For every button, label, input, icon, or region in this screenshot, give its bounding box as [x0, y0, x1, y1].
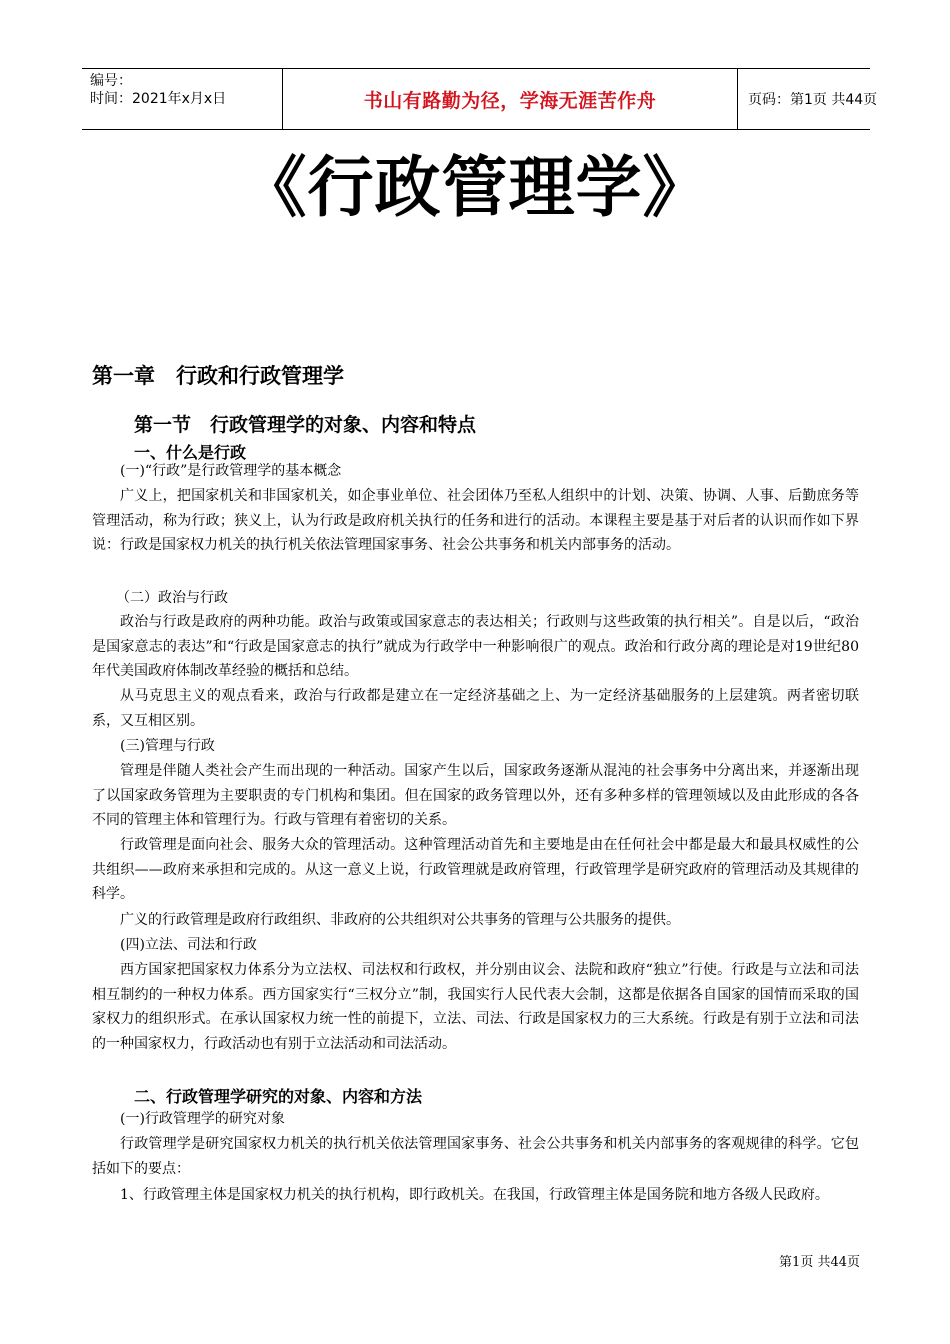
chapter-heading: 第一章 行政和行政管理学	[92, 364, 344, 388]
part1-paragraph-6: 广义的行政管理是政府行政组织、非政府的公共组织对公共事务的管理与公共服务的提供。	[120, 912, 680, 928]
header-page-number: 页码：第1页 共44页	[748, 92, 878, 108]
document-time-label: 时间：2021年x月x日	[90, 91, 227, 107]
part1-subheading-4: (四)立法、司法和行政	[120, 937, 257, 953]
page-header	[82, 68, 878, 130]
header-motto: 书山有路勤为径，学海无涯苦作舟	[363, 89, 657, 112]
part1-paragraph-3: 从马克思主义的观点看来，政治与行政都是建立在一定经济基础之上、为一定经济基础服务的上层建筑。两者密切联系，又互相区别。	[92, 688, 859, 729]
part1-paragraph-7: 西方国家把国家权力体系分为立法权、司法权和行政权，并分别由议会、法院和政府“独立”行使。行政是与立法和司法相互制约的一种权力体系。西方国家实行“三权分立”制，我国实行人民代表大会制，这都是依据各自国家的国情而采取的国家权力的组织形式。在承认国家权力统一性的前提下，立法、司法、行政是国家权力的三大系统。行政是有别于立法和司法的一种国家权力，行政活动也有别于立法活动和司法活动。	[92, 962, 859, 1052]
part2-paragraph-2: 1、行政管理主体是国家权力机关的执行机构，即行政机关。在我国，行政管理主体是国务院和地方各级人民政府。	[120, 1187, 829, 1203]
part2-paragraph-1: 行政管理学是研究国家权力机关的执行机关依法管理国家事务、社会公共事务和机关内部事务的客观规律的科学。它包括如下的要点：	[92, 1136, 859, 1177]
page-footer: 第1页 共44页	[779, 1255, 860, 1270]
part1-paragraph-5: 行政管理是面向社会、服务大众的管理活动。这种管理活动首先和主要地是由在任何社会中都是最大和最具权威性的公共组织——政府来承担和完成的。从这一意义上说，行政管理就是政府管理，行政管理学是研究政府的管理活动及其规律的科学。	[92, 837, 859, 902]
part2-heading: 二、行政管理学研究的对象、内容和方法	[134, 1087, 423, 1106]
part1-paragraph-4: 管理是伴随人类社会产生而出现的一种活动。国家产生以后，国家政务逐渐从混沌的社会事务中分离出来，并逐渐出现了以国家政务管理为主要职责的专门机构和集团。但在国家的政务管理以外，还有多种多样的管理领域以及由此形成的各各不同的管理主体和管理行为。行政与管理有着密切的关系。	[92, 763, 859, 828]
part1-heading: 一、什么是行政	[134, 443, 247, 462]
part1-subheading-1: (一)“行政”是行政管理学的基本概念	[120, 463, 342, 479]
header-meta-cell	[82, 69, 282, 129]
part2-subheading-1: (一)行政管理学的研究对象	[120, 1111, 285, 1127]
section-heading: 第一节 行政管理学的对象、内容和特点	[134, 414, 477, 436]
header-page-cell	[738, 69, 878, 129]
document-title: 《行政管理学》	[240, 149, 710, 226]
header-motto-cell	[282, 69, 738, 129]
document-number-label: 编号：	[90, 73, 132, 89]
part1-subheading-3: (三)管理与行政	[120, 738, 215, 754]
part1-paragraph-1: 广义上，把国家机关和非国家机关，如企事业单位、社会团体乃至私人组织中的计划、决策、协调、人事、后勤庶务等管理活动，称为行政；狭义上，认为行政是政府机关执行的任务和进行的活动。本课程主要是基于对后者的认识而作如下界说：行政是国家权力机关的执行机关依法管理国家事务、社会公共事务和机关内部事务的活动。	[92, 488, 859, 553]
part1-paragraph-2: 政治与行政是政府的两种功能。政治与政策或国家意志的表达相关；行政则与这些政策的执行相关”。自是以后，“政治是国家意志的表达”和“行政是国家意志的执行”就成为行政学中一种影响很广的观点。政治和行政分离的理论是对19世纪80年代美国政府体制改革经验的概括和总结。	[92, 614, 859, 679]
part1-subheading-2: （二）政治与行政	[116, 590, 228, 606]
